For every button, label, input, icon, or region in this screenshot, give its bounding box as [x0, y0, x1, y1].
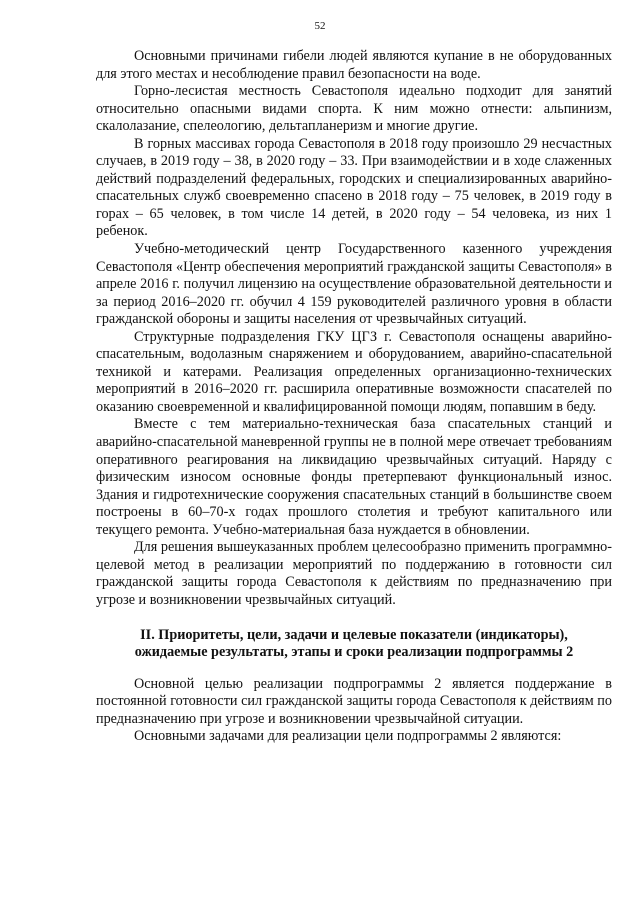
- document-body: [96, 48, 612, 746]
- paragraph: Основными причинами гибели людей являются купание в не оборудованных для этого местах и несоблюдение правил безопасности на воде.: [96, 48, 612, 82]
- section-heading: [96, 627, 612, 662]
- section-heading-line: II. Приоритеты, цели, задачи и целевые показатели (индикаторы),: [140, 626, 568, 643]
- paragraph: Вместе с тем материально-техническая база спасательных станций и аварийно-спасательной маневренной группы не в полной мере отвечает требованиям оперативного реагирования на ликвидацию чрезвычайных ситуаций. Наряду с физическим износом основные фонды претерпевают функциональный износ. Здания и гидротехнические сооружения спасательных станций в большинстве своем построены в 60–70-х годах прошлого столетия и требуют капитального или текущего ремонта. Учебно-материальная база нуждается в обновлении.: [96, 416, 612, 538]
- paragraph: Структурные подразделения ГКУ ЦГЗ г. Севастополя оснащены аварийно-спасательным, водолазным снаряжением и оборудованием, аварийно-спасательной техникой и катерами. Реализация определенных организационно-технических мероприятий в 2016–2020 гг. расширила оперативные возможности спасателей по оказанию своевременной и квалифицированной помощи людям, попавшим в беду.: [96, 328, 612, 415]
- paragraph: Основными задачами для реализации цели подпрограммы 2 являются:: [134, 728, 562, 745]
- paragraph: Горно-лесистая местность Севастополя идеально подходит для занятий относительно опасными видами спорта. К ним можно отнести: альпинизм, скалолазание, спелеологию, дельтапланеризм и многие другие.: [96, 83, 612, 135]
- section-heading-line: ожидаемые результаты, этапы и сроки реализации подпрограммы 2: [134, 644, 574, 660]
- paragraph: Для решения вышеуказанных проблем целесообразно применить программно-целевой метод в реализации мероприятий по поддержанию в готовности сил гражданской защиты города Севастополя к действиям по предназначению при угрозе и возникновении чрезвычайных ситуаций.: [96, 539, 612, 608]
- page-number: 52: [314, 20, 326, 32]
- paragraph: Учебно-методический центр Государственного казенного учреждения Севастополя «Центр обеспечения мероприятий гражданской защиты Севастополя» в апреле 2016 г. получил лицензию на осуществление образовательной деятельности и за период 2016–2020 гг. обучил 4 159 руководителей различного уровня в области гражданской обороны и защиты населения от чрезвычайных ситуаций.: [96, 241, 612, 328]
- paragraph: Основной целью реализации подпрограммы 2 является поддержание в постоянной готовности сил гражданской защиты города Севастополя к действиям по предназначению при угрозе и возникновении чрезвычайной ситуации.: [96, 675, 612, 727]
- paragraph: В горных массивах города Севастополя в 2018 году произошло 29 несчастных случаев, в 2019 году – 38, в 2020 году – 33. При взаимодействии и в ходе слаженных действий подразделений федеральных, городских и специализированных аварийно-спасательных служб своевременно спасено в 2018 году – 75 человек, в 2019 году в горах – 65 человек, в том числе 14 детей, в 2020 году – 54 человека, из них 1 ребенок.: [96, 135, 612, 240]
